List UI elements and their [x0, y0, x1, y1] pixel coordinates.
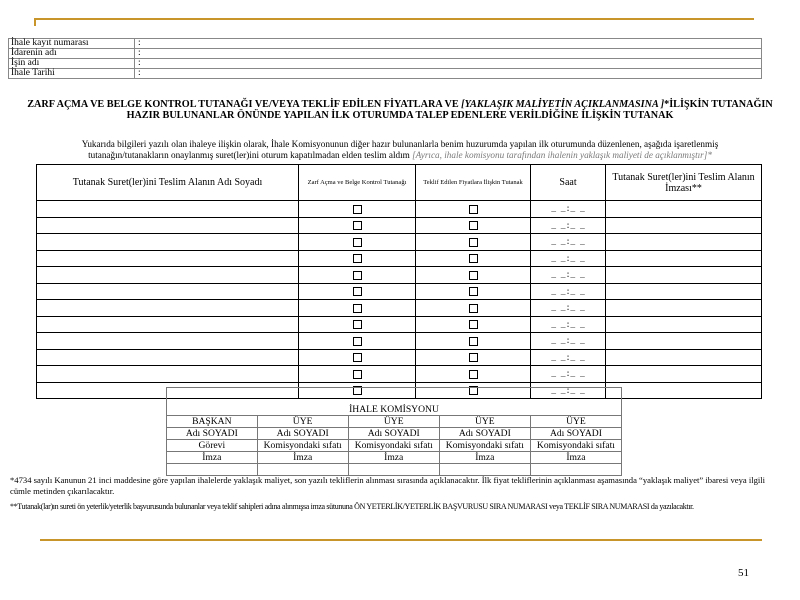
committee-blank-row [167, 464, 622, 476]
envelope-checkbox-cell [299, 333, 416, 350]
price-checkbox-cell [416, 300, 531, 317]
footnote-1: *4734 sayılı Kanunun 21 inci maddesine göre yapılan ihalelerde yaklaşık maliyet, son yazılı tekliflerin alınması sırasında açıklanacaktır. İlk fiyat tekliflerinin açıklanması aşamasında “yaklaşık maliyet” ibaresi veya ilgili cümle metinden çıkarılacaktır. [10, 475, 766, 496]
info-value: : [135, 59, 762, 69]
price-checkbox-cell [416, 283, 531, 300]
committee-title-row [167, 388, 622, 416]
envelope-checkbox-cell [299, 316, 416, 333]
price-checkbox-cell [416, 267, 531, 284]
time-cell[interactable] [531, 283, 606, 300]
table-row [37, 349, 762, 366]
time-placeholder: _ _:_ _ [551, 353, 585, 363]
envelope-checkbox[interactable] [353, 320, 362, 329]
committee-name: Adı SOYADI [530, 428, 621, 440]
signature-cell[interactable] [606, 250, 762, 267]
committee-header: ÜYE [348, 416, 439, 428]
col-header-price: Teklif Edilen Fiyatlara İlişkin Tutanak [416, 165, 531, 201]
price-checkbox-cell [416, 201, 531, 218]
time-cell[interactable] [531, 267, 606, 284]
envelope-checkbox-cell [299, 217, 416, 234]
time-placeholder: _ _:_ _ [551, 238, 585, 248]
time-placeholder: _ _:_ _ [551, 271, 585, 281]
envelope-checkbox[interactable] [353, 370, 362, 379]
committee-sign-row [167, 452, 622, 464]
signature-cell[interactable] [606, 366, 762, 383]
price-checkbox[interactable] [469, 370, 478, 379]
table-row [37, 366, 762, 383]
time-cell[interactable] [531, 316, 606, 333]
committee-signature-cell[interactable] [257, 464, 348, 476]
committee-role: Görevi [167, 440, 258, 452]
intro-line-1: Yukarıda bilgileri yazılı olan ihaleye ilişkin olarak, İhale Komisyonunun diğer hazır bulunanlarla benim huzurumda yapılan ilk oturumunda düzenlenen, aşağıda işaretlenmiş [81, 139, 719, 149]
committee-role: Komisyondaki sıfatı [530, 440, 621, 452]
info-row [9, 69, 762, 79]
committee-header: ÜYE [530, 416, 621, 428]
info-value: : [135, 69, 762, 79]
recipient-name-cell[interactable] [37, 201, 299, 218]
envelope-checkbox[interactable] [353, 254, 362, 263]
title-line-1 [8, 99, 792, 110]
envelope-checkbox[interactable] [353, 205, 362, 214]
price-checkbox[interactable] [469, 254, 478, 263]
envelope-checkbox[interactable] [353, 353, 362, 362]
document-title [8, 99, 792, 121]
time-placeholder: _ _:_ _ [551, 254, 585, 264]
info-row [9, 49, 762, 59]
envelope-checkbox[interactable] [353, 271, 362, 280]
committee-role: Komisyondaki sıfatı [257, 440, 348, 452]
time-placeholder: _ _:_ _ [551, 370, 585, 380]
table-row [37, 316, 762, 333]
signature-cell[interactable] [606, 316, 762, 333]
time-cell[interactable] [531, 300, 606, 317]
price-checkbox[interactable] [469, 304, 478, 313]
committee-role-row [167, 440, 622, 452]
recipient-name-cell[interactable] [37, 366, 299, 383]
committee-header: ÜYE [257, 416, 348, 428]
intro-line-2 [8, 150, 792, 161]
receipt-table-header [37, 165, 762, 201]
committee-sign-label: İmza [257, 452, 348, 464]
recipient-name-cell[interactable] [37, 217, 299, 234]
bottom-rule [40, 539, 762, 541]
time-cell[interactable] [531, 234, 606, 251]
envelope-checkbox[interactable] [353, 221, 362, 230]
time-cell[interactable] [531, 366, 606, 383]
intro-paragraph [8, 139, 792, 161]
price-checkbox-cell [416, 333, 531, 350]
time-placeholder: _ _:_ _ [551, 221, 585, 231]
committee-header: BAŞKAN [167, 416, 258, 428]
intro-line-2-note: [Ayrıca, ihale komisyonu tarafından ihalenin yaklaşık maliyeti de açıklanmıştır]* [412, 150, 712, 160]
committee-signature-cell[interactable] [530, 464, 621, 476]
table-row [37, 267, 762, 284]
envelope-checkbox-cell [299, 250, 416, 267]
table-row [37, 283, 762, 300]
col-header-envelope: Zarf Açma ve Belge Kontrol Tutanağı [299, 165, 416, 201]
signature-cell[interactable] [606, 300, 762, 317]
col-header-name: Tutanak Suret(ler)ini Teslim Alanın Adı Soyadı [37, 165, 299, 201]
price-checkbox[interactable] [469, 271, 478, 280]
recipient-name-cell[interactable] [37, 316, 299, 333]
recipient-name-cell[interactable] [37, 333, 299, 350]
info-label: İdarenin adı [9, 49, 135, 59]
title-part-2: [YAKLAŞIK MALİYETİN AÇIKLANMASINA ] [461, 99, 665, 110]
committee-name: Adı SOYADI [439, 428, 530, 440]
price-checkbox-cell [416, 316, 531, 333]
signature-cell[interactable] [606, 283, 762, 300]
info-value: : [135, 49, 762, 59]
committee-name: Adı SOYADI [167, 428, 258, 440]
info-row [9, 39, 762, 49]
signature-cell[interactable] [606, 217, 762, 234]
committee-name-row [167, 428, 622, 440]
time-placeholder: _ _:_ _ [551, 337, 585, 347]
table-row [37, 250, 762, 267]
table-row [37, 333, 762, 350]
committee-header-row [167, 416, 622, 428]
envelope-checkbox-cell [299, 300, 416, 317]
info-value: : [135, 39, 762, 49]
price-checkbox-cell [416, 250, 531, 267]
price-checkbox[interactable] [469, 238, 478, 247]
info-label: İhale kayıt numarası [9, 39, 135, 49]
recipient-name-cell[interactable] [37, 349, 299, 366]
title-part-3: *İLİŞKİN TUTANAĞIN [664, 99, 773, 110]
title-part-1: ZARF AÇMA VE BELGE KONTROL TUTANAĞI VE/VEYA TEKLİF EDİLEN FİYATLARA VE [27, 99, 462, 110]
table-row [37, 201, 762, 218]
price-checkbox[interactable] [469, 205, 478, 214]
price-checkbox-cell [416, 349, 531, 366]
recipient-name-cell[interactable] [37, 300, 299, 317]
top-rule-tick [34, 18, 36, 26]
title-line-2: HAZIR BULUNANLAR ÖNÜNDE YAPILAN İLK OTURUMDA TALEP EDENLERE VERİLDİĞİNE İLİŞKİN TUTANAK [126, 110, 674, 121]
committee-header: ÜYE [439, 416, 530, 428]
envelope-checkbox-cell [299, 366, 416, 383]
time-placeholder: _ _:_ _ [551, 205, 585, 215]
table-row [37, 234, 762, 251]
footnote-2: **Tutanak(lar)ın sureti ön yeterlik/yeterlik başvurusunda bulunanlar veya teklif sahipleri adına alınmışsa imza sütununa ÖN YETERLİK/YETERLİK BAŞVURUSU SIRA NUMARASI veya TEKLİF SIRA NUMARASI da yazılacaktır. [10, 502, 694, 511]
envelope-checkbox-cell [299, 201, 416, 218]
committee-role: Komisyondaki sıfatı [439, 440, 530, 452]
committee-name: Adı SOYADI [348, 428, 439, 440]
envelope-checkbox-cell [299, 234, 416, 251]
time-cell[interactable] [531, 349, 606, 366]
envelope-checkbox[interactable] [353, 304, 362, 313]
page-number: 51 [738, 567, 749, 579]
signature-cell[interactable] [606, 382, 762, 399]
col-header-signature: Tutanak Suret(ler)ini Teslim Alanın İmzası** [606, 165, 762, 201]
signature-cell[interactable] [606, 234, 762, 251]
recipient-name-cell[interactable] [37, 267, 299, 284]
table-row [37, 300, 762, 317]
col-header-time: Saat [531, 165, 606, 201]
recipient-name-cell[interactable] [37, 234, 299, 251]
envelope-checkbox[interactable] [353, 337, 362, 346]
committee-sign-label: İmza [530, 452, 621, 464]
info-label: İşin adı [9, 59, 135, 69]
committee-table [166, 387, 622, 476]
time-placeholder: _ _:_ _ [551, 386, 585, 396]
info-row [9, 59, 762, 69]
intro-line-2-text: tutanağın/tutanakların onaylanmış suret(ler)ini oturum kapatılmadan elden teslim aldım [88, 150, 413, 160]
price-checkbox[interactable] [469, 320, 478, 329]
envelope-checkbox[interactable] [353, 238, 362, 247]
committee-title: İHALE KOMİSYONU [167, 388, 622, 416]
price-checkbox-cell [416, 366, 531, 383]
price-checkbox[interactable] [469, 353, 478, 362]
time-placeholder: _ _:_ _ [551, 304, 585, 314]
committee-sign-label: İmza [167, 452, 258, 464]
committee-signature-cell[interactable] [167, 464, 258, 476]
info-label: İhale Tarihi [9, 69, 135, 79]
time-placeholder: _ _:_ _ [551, 287, 585, 297]
signature-cell[interactable] [606, 349, 762, 366]
envelope-checkbox-cell [299, 267, 416, 284]
top-rule [34, 18, 754, 20]
table-row [37, 217, 762, 234]
committee-signature-cell[interactable] [348, 464, 439, 476]
recipient-name-cell[interactable] [37, 283, 299, 300]
signature-cell[interactable] [606, 267, 762, 284]
time-cell[interactable] [531, 201, 606, 218]
receipt-table [36, 164, 762, 399]
recipient-name-cell[interactable] [37, 250, 299, 267]
price-checkbox[interactable] [469, 337, 478, 346]
envelope-checkbox[interactable] [353, 287, 362, 296]
envelope-checkbox-cell [299, 283, 416, 300]
time-placeholder: _ _:_ _ [551, 320, 585, 330]
signature-cell[interactable] [606, 333, 762, 350]
price-checkbox-cell [416, 234, 531, 251]
envelope-checkbox-cell [299, 349, 416, 366]
time-cell[interactable] [531, 333, 606, 350]
committee-role: Komisyondaki sıfatı [348, 440, 439, 452]
price-checkbox-cell [416, 217, 531, 234]
time-cell[interactable] [531, 217, 606, 234]
committee-signature-cell[interactable] [439, 464, 530, 476]
committee-sign-label: İmza [348, 452, 439, 464]
info-table [8, 38, 762, 79]
signature-cell[interactable] [606, 201, 762, 218]
time-cell[interactable] [531, 250, 606, 267]
committee-sign-label: İmza [439, 452, 530, 464]
committee-name: Adı SOYADI [257, 428, 348, 440]
price-checkbox[interactable] [469, 287, 478, 296]
price-checkbox[interactable] [469, 221, 478, 230]
